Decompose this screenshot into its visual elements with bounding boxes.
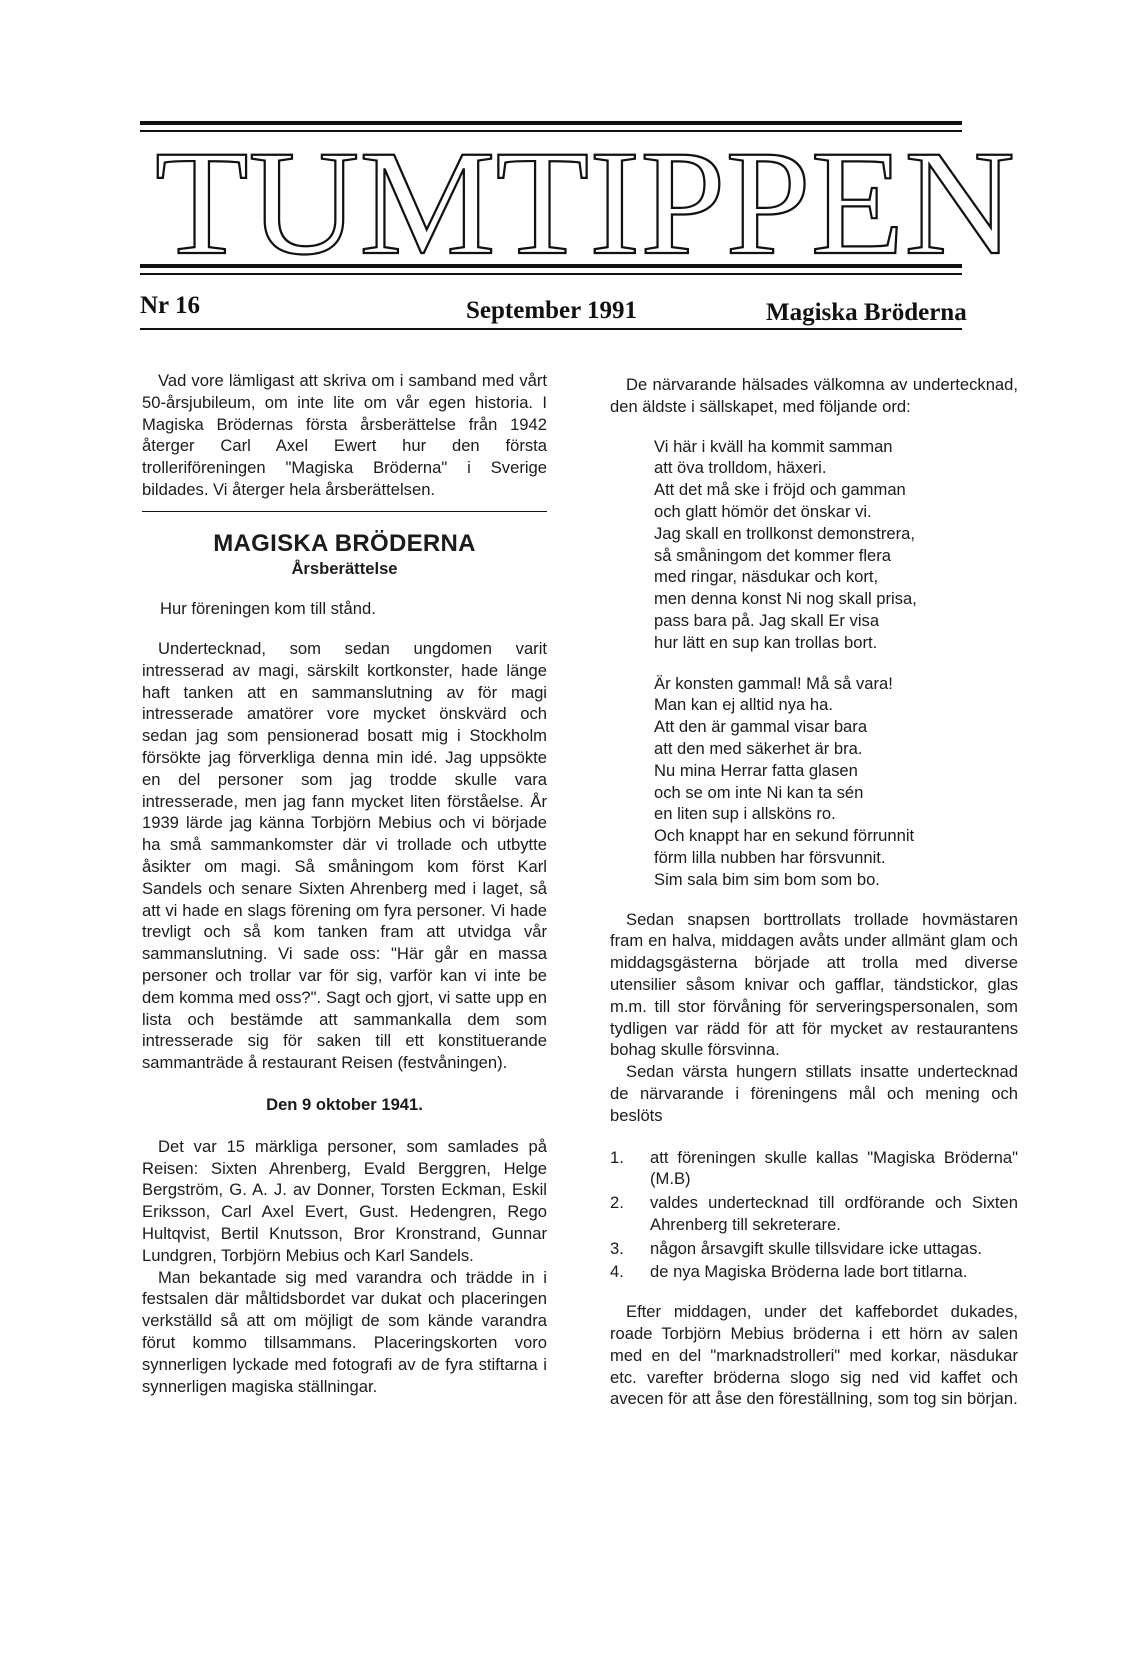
poem-line: en liten sup i allsköns ro. — [654, 804, 836, 824]
poem-line: Att det må ske i fröjd och gamman — [654, 480, 906, 500]
date-heading: Den 9 oktober 1941. — [266, 1095, 423, 1115]
attendees-paragraph: Det var 15 märkliga personer, som samlades på Reisen: Sixten Ahrenberg, Evald Berggren, Helge Bergström, G. A. J. av Donner, Torsten Eckman, Eskil Eriksson, Carl Axel Evert, Gust. Hedengren, Rego Hultqvist, Bertil Knutsson, Bror Kronstrand, Gunnar Lundgren, Torbjörn Mebius och Karl Sandels. — [142, 1136, 547, 1265]
poem-line: Sim sala bim sim bom som bo. — [654, 869, 880, 889]
list-item-number: 1. — [610, 1147, 624, 1167]
issue-number: Nr 16 — [140, 292, 200, 319]
poem-line: förm lilla nubben har försvunnit. — [654, 847, 886, 867]
article-title: MAGISKA BRÖDERNA — [213, 530, 476, 558]
list-item-number: 2. — [610, 1193, 624, 1213]
list-item-number: 4. — [610, 1262, 624, 1282]
poem-line: Är konsten gammal! Må så vara! — [654, 673, 893, 693]
poem-line: Nu mina Herrar fatta glasen — [654, 760, 858, 780]
top-rule-thin — [140, 130, 962, 132]
list-item — [610, 1192, 1018, 1236]
intro-paragraph: Vad vore lämligast att skriva om i samband med vårt 50-årsjubileum, om inte lite om vår egen historia. I Magiska Brödernas första årsberättelse från 1942 återger Carl Axel Ewert hur den första trolleriföreningen "Magiska Bröderna" i Sverige bildades. Vi återger hela årsberättelsen. — [142, 371, 547, 499]
publisher-name: Magiska Bröderna — [766, 299, 967, 326]
poem-line: så småningom det kommer flera — [654, 545, 892, 565]
poem-line: att den med säkerhet är bra. — [654, 738, 863, 758]
issue-date: September 1991 — [466, 297, 638, 324]
masthead-rule-thick — [140, 264, 962, 268]
left-column — [142, 370, 547, 1397]
decision-intro-paragraph: Sedan värsta hungern stillats insatte undertecknad de närvarande i föreningens mål och mening och beslöts — [610, 1062, 1018, 1125]
history-paragraph: Undertecknad, som sedan ungdomen varit intresserad av magi, särskilt kortkonster, hade länge haft tanken att en sammanslutning av för magi intresserade amatörer vore mycket önskvärd och sedan jag som pensionerad bosatt mig i Stockholm försökte jag förverkliga denna min idé. Jag uppsökte en del personer som jag trodde skulle vara intresserade, men jag fann mycket liten förståelse. År 1939 lärde jag känna Torbjörn Mebius och vi började ha små sammankomster där vi trollade och utbytte åsikter om magi. Så småningom kom först Karl Sandels och senare Sixten Ahrenberg med i laget, så att vi hade en slags förening om fyra personer. Vi hade trevligt och så kom tanken fram att utvidga vår sammanslutning. Vi sade oss: "Här går en massa personer och trollar var för sig, varför kan vi inte be dem komma med oss?". Sagt och gjort, vi satte upp en lista och bestämde att sammankalla dem som intresserade sig för saken till ett konstituerande sammanträde å restaurant Reisen (festvåningen). — [142, 639, 547, 1073]
section-heading: Hur föreningen kom till stånd. — [160, 599, 376, 619]
poem-line: Att den är gammal visar bara — [654, 717, 868, 737]
list-item — [610, 1147, 1018, 1191]
list-item-text: de nya Magiska Bröderna lade bort titlarna. — [650, 1262, 968, 1282]
poem-line: pass bara på. Jag skall Er visa — [654, 610, 880, 630]
article-subtitle: Årsberättelse — [291, 559, 398, 579]
dinner-paragraph: Man bekantade sig med varandra och trädde in i festsalen där måltidsbordet var dukat och placeringen verkställd så att om möjligt de som kände varandra förut kommo tillsammans. Placeringskorten voro synnerligen lyckade med fotografi av de fyra stiftarna i synnerligen magiska ställningar. — [142, 1267, 547, 1396]
poem-line: Vi här i kväll ha kommit samman — [654, 436, 893, 456]
list-item — [610, 1261, 1018, 1283]
masthead-title: TUMTIPPEN — [155, 145, 1015, 260]
poem-line: och se om inte Ni kan ta sén — [654, 782, 864, 802]
poem-line: hur lätt en sup kan trollas bort. — [654, 632, 878, 652]
list-item-text: någon årsavgift skulle tillsvidare icke uttagas. — [650, 1238, 983, 1258]
poem-line: att öva trolldom, häxeri. — [654, 458, 827, 478]
decisions-list — [610, 1147, 1018, 1284]
list-item-number: 3. — [610, 1238, 624, 1258]
masthead-logo — [150, 145, 1020, 260]
right-column — [610, 374, 1018, 1410]
poem-line: Och knappt har en sekund förrunnit — [654, 826, 915, 846]
masthead-rule-thin — [140, 273, 962, 275]
poem-line: Man kan ej alltid nya ha. — [654, 695, 833, 715]
list-item-text: valdes undertecknad till ordförande och Sixten Ahrenberg till sekreterare. — [650, 1193, 1018, 1234]
issue-line-rule — [140, 328, 962, 330]
poem-stanza-2 — [654, 673, 1018, 891]
poem-line: Jag skall en trollkonst demonstrera, — [654, 523, 916, 543]
snaps-paragraph: Sedan snapsen borttrollats trollade hovmästaren fram en halva, middagen avåts under allmänt glam och middagsgästerna började att trolla med diverse utensilier såsom knivar och gafflar, tändstickor, glas m.m. till stor förvåning för serveringspersonalen, som tydligen var rädd för att för mycket av restaurantens bohag skulle försvinna. — [610, 909, 1018, 1060]
intro-divider — [142, 511, 547, 513]
poem-line: men denna konst Ni nog skall prisa, — [654, 589, 917, 609]
list-item-text: att föreningen skulle kallas "Magiska Bröderna" (M.B) — [650, 1147, 1018, 1189]
welcome-poem — [654, 436, 1018, 891]
poem-stanza-1 — [654, 436, 1018, 654]
welcome-paragraph: De närvarande hälsades välkomna av undertecknad, den äldste i sällskapet, med följande ord: — [610, 375, 1018, 416]
top-rule-thick — [140, 121, 962, 125]
poem-line: med ringar, näsdukar och kort, — [654, 567, 879, 587]
poem-line: och glatt hömör det önskar vi. — [654, 501, 872, 521]
after-dinner-paragraph: Efter middagen, under det kaffebordet dukades, roade Torbjörn Mebius bröderna i ett hörn av salen med en del "marknadstrolleri" med korkar, näsdukar etc. varefter bröderna slogo sig ned vid kaffet och avecen för att åse den föreställning, som tog sin början. — [610, 1302, 1018, 1409]
list-item — [610, 1238, 1018, 1260]
